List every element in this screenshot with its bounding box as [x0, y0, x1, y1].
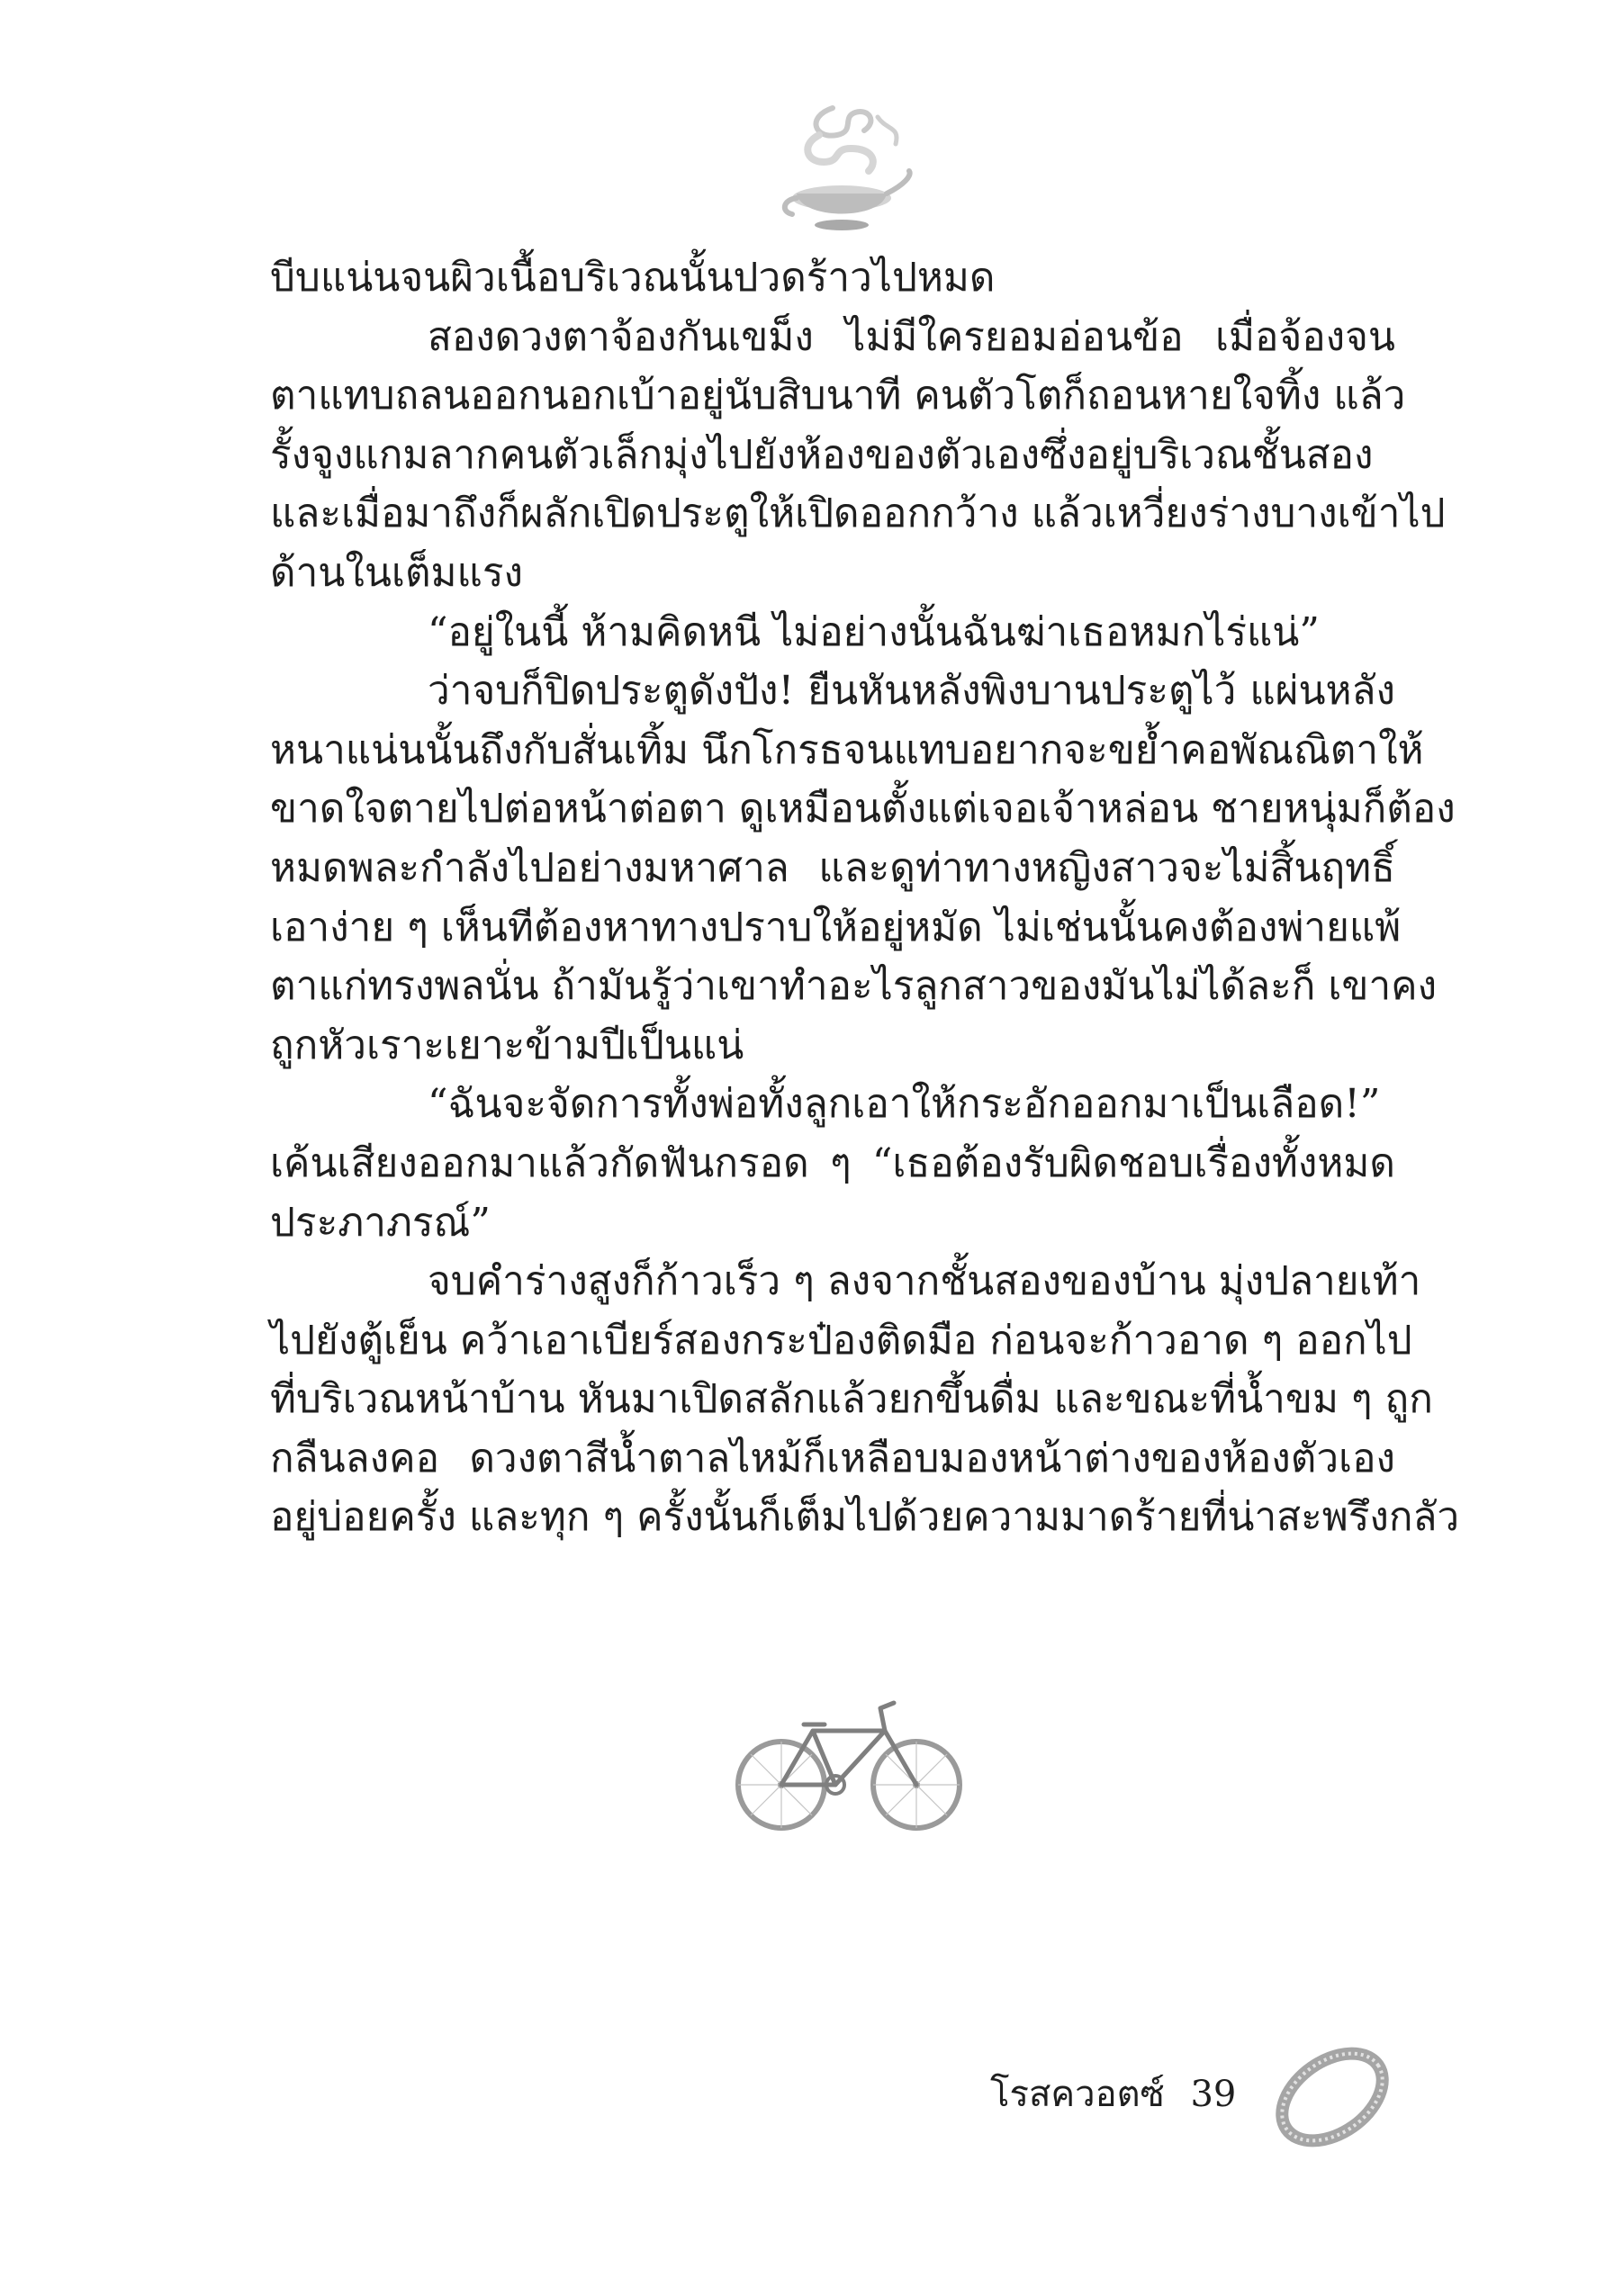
text-line: ไปยังตู้เย็น คว้าเอาเบียร์สองกระป๋องติดมือ ก่อนจะก้าวอาด ๆ ออกไป: [270, 1317, 1412, 1364]
bicycle-icon: [727, 1690, 970, 1834]
text-line: ขาดใจตายไปต่อหน้าต่อตา ดูเหมือนตั้งแต่เจอเจ้าหล่อน ชายหนุ่มก็ต้อง: [270, 786, 1456, 833]
story-body: [270, 248, 1460, 1547]
text-line: ตาแทบถลนออกนอกเบ้าอยู่นับสิบนาที คนตัวโตก็ถอนหายใจทิ้ง แล้ว: [270, 373, 1406, 419]
text-line: อยู่บ่อยครั้ง และทุก ๆ ครั้งนั้นก็เต็มไปด้วยความมาดร้ายที่น่าสะพรึงกลัว: [270, 1494, 1460, 1541]
text-line: หมดพละกำลังไปอย่างมหาศาล และดูท่าทางหญิงสาวจะไม่สิ้นฤทธิ์: [270, 844, 1395, 891]
text-line: และเมื่อมาถึงก็ผลักเปิดประตูให้เปิดออกกว้าง แล้วเหวี่ยงร่างบางเข้าไป: [270, 491, 1446, 537]
text-line: “อยู่ในนี้ ห้ามคิดหนี ไม่อย่างนั้นฉันฆ่าเธอหมกไร่แน่”: [428, 608, 1320, 655]
text-line: จบคำร่างสูงก็ก้าวเร็ว ๆ ลงจากชั้นสองของบ้าน มุ่งปลายเท้า: [428, 1258, 1421, 1305]
text-line: รั้งจูงแกมลากคนตัวเล็กมุ่งไปยังห้องของตัวเองซึ่งอยู่บริเวณชั้นสอง: [270, 431, 1374, 478]
text-line: ถูกหัวเราะเยาะข้ามปีเป็นแน่: [270, 1022, 744, 1068]
book-title: โรสควอตซ์: [990, 2074, 1165, 2115]
text-line: ประภาภรณ์”: [270, 1199, 491, 1246]
text-line: เค้นเสียงออกมาแล้วกัดฟันกรอด ๆ “เธอต้องรับผิดชอบเรื่องทั้งหมด: [270, 1139, 1395, 1186]
text-line: เอาง่าย ๆ เห็นทีต้องหาทางปราบให้อยู่หมัด ไม่เช่นนั้นคงต้องพ่ายแพ้: [270, 904, 1402, 950]
page-number: 39: [1190, 2074, 1237, 2115]
text-line: ตาแก่ทรงพลนั่น ถ้ามันรู้ว่าเขาทำอะไรลูกสาวของมันไม่ได้ละก็ เขาคง: [270, 963, 1438, 1010]
text-line: ว่าจบก็ปิดประตูดังปัง! ยืนหันหลังพิงบานประตูไว้ แผ่นหลัง: [428, 668, 1395, 715]
text-line: ที่บริเวณหน้าบ้าน หันมาเปิดสลักแล้วยกขึ้นดื่ม และขณะที่น้ำขม ๆ ถูก: [270, 1376, 1433, 1423]
page-footer: [990, 2072, 1236, 2117]
text-line: หนาแน่นนั้นถึงกับสั่นเทิ้ม นึกโกรธจนแทบอยากจะขย้ำคอพัณณิตาให้: [270, 726, 1424, 773]
lamp-ornament-icon: [770, 99, 914, 234]
text-line: กลืนลงคอ ดวงตาสีน้ำตาลไหม้ก็เหลือบมองหน้าต่างของห้องตัวเอง: [270, 1435, 1395, 1481]
ring-icon: [1265, 2032, 1400, 2163]
text-line: ด้านในเต็มแรง: [270, 549, 524, 596]
text-line: “ฉันจะจัดการทั้งพ่อทั้งลูกเอาให้กระอักออกมาเป็นเลือด!”: [428, 1081, 1381, 1128]
text-line: สองดวงตาจ้องกันเขม็ง ไม่มีใครยอมอ่อนข้อ เมื่อจ้องจน: [428, 313, 1395, 360]
text-line: บีบแน่นจนผิวเนื้อบริเวณนั้นปวดร้าวไปหมด: [270, 255, 996, 301]
